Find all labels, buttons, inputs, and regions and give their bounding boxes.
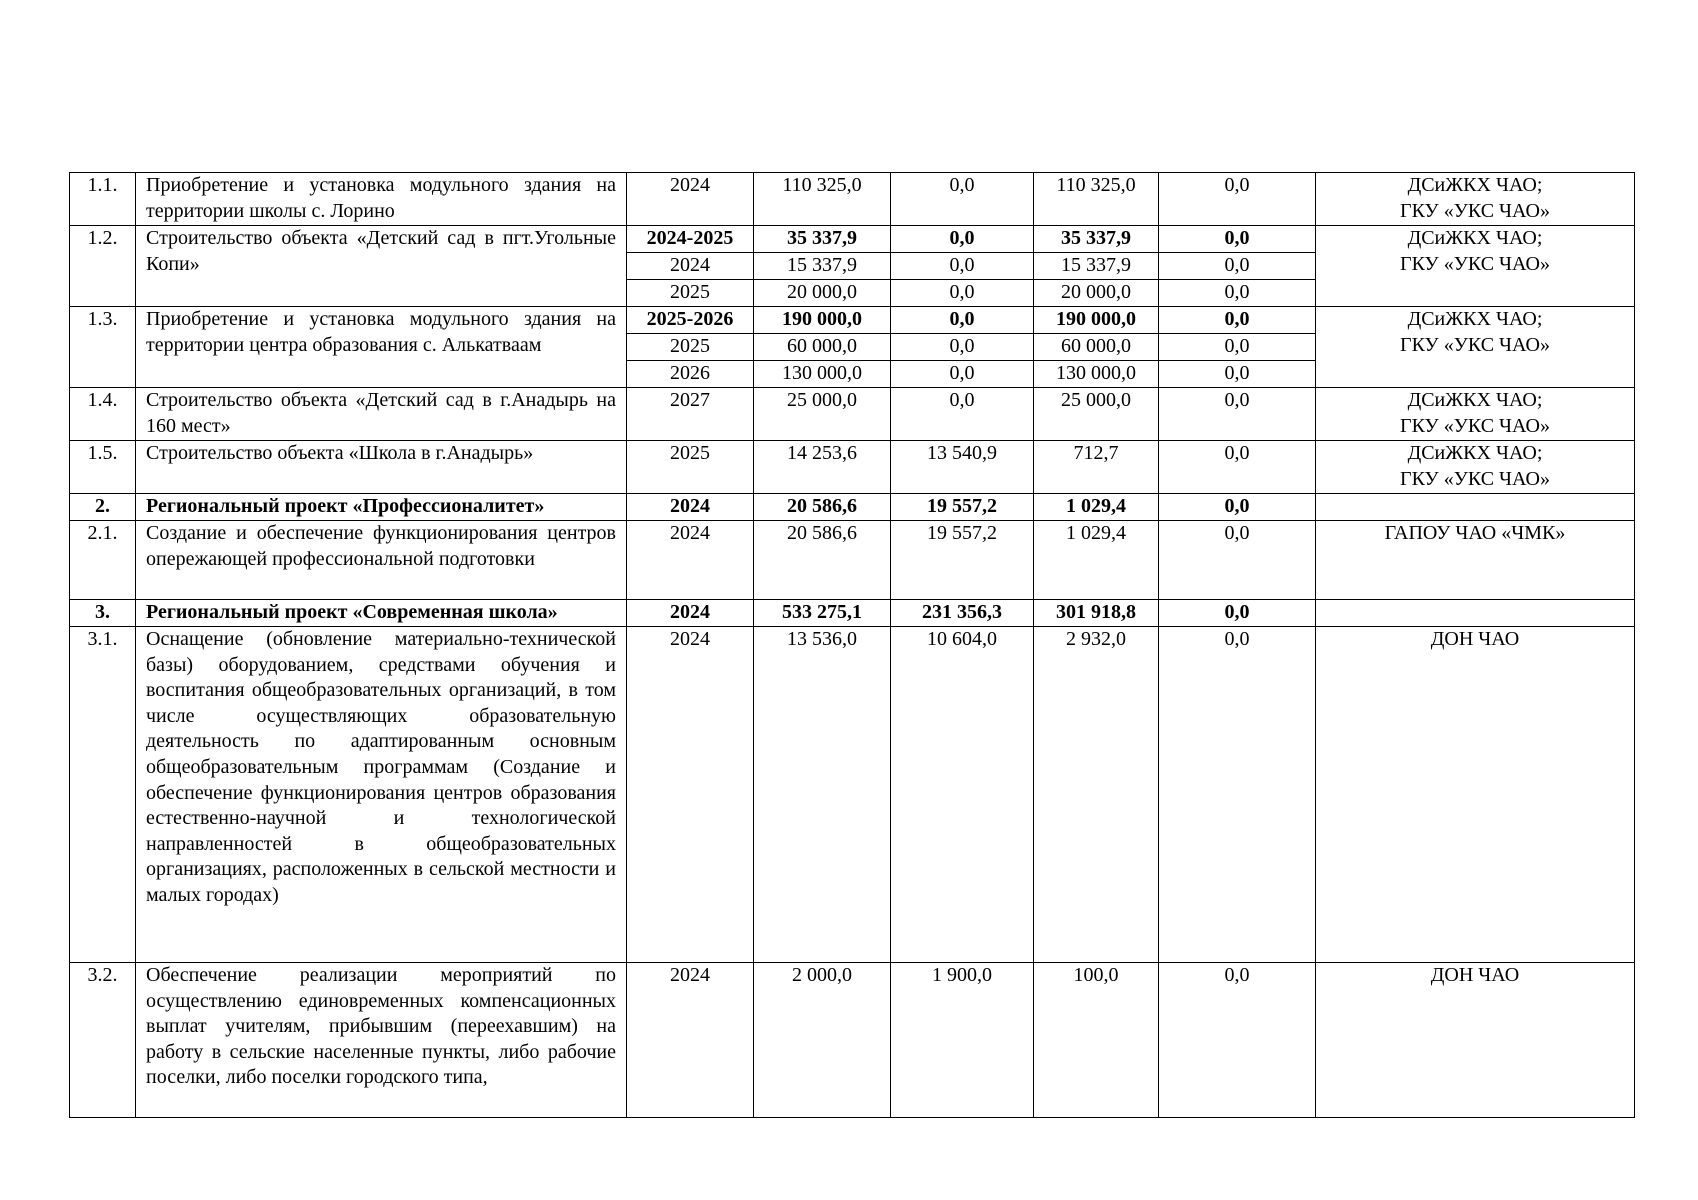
row-period: 2024: [627, 494, 754, 521]
row-number: 2.: [70, 494, 136, 521]
row-federal: 10 604,0: [891, 627, 1034, 963]
row-other: 0,0: [1159, 521, 1316, 600]
row-other: 0,0: [1159, 361, 1316, 388]
row-executor: [1316, 441, 1635, 494]
row-number: 1.1.: [70, 173, 136, 226]
row-federal: 0,0: [891, 361, 1034, 388]
executor-line: ГКУ «УКС ЧАО»: [1400, 414, 1550, 437]
table-row: [70, 441, 1635, 494]
row-total: 15 337,9: [754, 253, 891, 280]
executor-line: ДСиЖКХ ЧАО;: [1407, 174, 1543, 196]
row-number: 1.3.: [70, 307, 136, 388]
row-executor: [1316, 226, 1635, 307]
row-period: 2025: [627, 280, 754, 307]
row-executor: ГАПОУ ЧАО «ЧМК»: [1316, 521, 1635, 600]
row-description: Оснащение (обновление материально-технической базы) оборудованием, средствами обучения и воспитания общеобразовательных организаций, в том числе осуществляющих образовательную деятельность по адаптированным основным общеобразовательным программам (Создание и обеспечение функционирования центров образования естественно-научной и технологической направленностей в общеобразовательных организациях, расположенных в сельской местности и малых городах): [136, 627, 627, 963]
row-period: 2024: [627, 253, 754, 280]
executor-line: ГКУ «УКС ЧАО»: [1400, 467, 1550, 490]
row-regional: 130 000,0: [1034, 361, 1159, 388]
row-executor: [1316, 494, 1635, 521]
row-other: 0,0: [1159, 600, 1316, 627]
row-other: 0,0: [1159, 494, 1316, 521]
executor-line: ДСиЖКХ ЧАО;: [1407, 389, 1543, 411]
row-federal: 0,0: [891, 307, 1034, 334]
row-period: 2024: [627, 627, 754, 963]
row-executor: ДОН ЧАО: [1316, 963, 1635, 1118]
row-description: Региональный проект «Современная школа»: [136, 600, 627, 627]
row-period: 2024: [627, 600, 754, 627]
row-period: 2024: [627, 521, 754, 600]
row-executor: [1316, 173, 1635, 226]
row-number: 1.4.: [70, 388, 136, 441]
row-other: 0,0: [1159, 173, 1316, 226]
row-period: 2024: [627, 963, 754, 1118]
row-federal: 19 557,2: [891, 521, 1034, 600]
row-other: 0,0: [1159, 963, 1316, 1118]
executor-line: ГКУ «УКС ЧАО»: [1400, 199, 1550, 222]
row-federal: 13 540,9: [891, 441, 1034, 494]
row-federal: 0,0: [891, 226, 1034, 253]
row-other: 0,0: [1159, 226, 1316, 253]
row-federal: 0,0: [891, 280, 1034, 307]
row-total: 533 275,1: [754, 600, 891, 627]
row-federal: 231 356,3: [891, 600, 1034, 627]
executor-line: ДСиЖКХ ЧАО;: [1407, 227, 1543, 249]
row-regional: 25 000,0: [1034, 388, 1159, 441]
row-total: 130 000,0: [754, 361, 891, 388]
row-other: 0,0: [1159, 280, 1316, 307]
row-executor: [1316, 388, 1635, 441]
row-regional: 2 932,0: [1034, 627, 1159, 963]
row-number: 3.1.: [70, 627, 136, 963]
row-total: 13 536,0: [754, 627, 891, 963]
row-regional: 110 325,0: [1034, 173, 1159, 226]
row-total: 25 000,0: [754, 388, 891, 441]
row-regional: 15 337,9: [1034, 253, 1159, 280]
row-description: Строительство объекта «Детский сад в пгт.Угольные Копи»: [136, 226, 627, 307]
row-total: 20 586,6: [754, 494, 891, 521]
row-regional: 1 029,4: [1034, 521, 1159, 600]
executor-line: ДСиЖКХ ЧАО;: [1407, 442, 1543, 464]
row-regional: 20 000,0: [1034, 280, 1159, 307]
executor-line: ГКУ «УКС ЧАО»: [1400, 252, 1550, 275]
row-number: 2.1.: [70, 521, 136, 600]
row-total: 20 000,0: [754, 280, 891, 307]
row-number: 3.: [70, 600, 136, 627]
row-executor: ДОН ЧАО: [1316, 627, 1635, 963]
row-period: 2027: [627, 388, 754, 441]
row-total: 20 586,6: [754, 521, 891, 600]
row-description: Обеспечение реализации мероприятий по осуществлению единовременных компенсационных выплат учителям, прибывшим (переехавшим) на работу в сельские населенные пункты, либо рабочие поселки, либо поселки городского типа,: [136, 963, 627, 1118]
row-federal: 0,0: [891, 334, 1034, 361]
row-period: 2024-2025: [627, 226, 754, 253]
row-total: 60 000,0: [754, 334, 891, 361]
row-description: Приобретение и установка модульного здания на территории центра образования с. Алькатваам: [136, 307, 627, 388]
row-description: Создание и обеспечение функционирования центров опережающей профессиональной подготовки: [136, 521, 627, 600]
row-federal: 0,0: [891, 173, 1034, 226]
row-federal: 19 557,2: [891, 494, 1034, 521]
row-other: 0,0: [1159, 388, 1316, 441]
row-regional: 712,7: [1034, 441, 1159, 494]
row-description: Строительство объекта «Школа в г.Анадырь»: [136, 441, 627, 494]
row-regional: 190 000,0: [1034, 307, 1159, 334]
row-regional: 301 918,8: [1034, 600, 1159, 627]
table-row: [70, 963, 1635, 1118]
row-executor: [1316, 307, 1635, 388]
row-period: 2025: [627, 334, 754, 361]
executor-line: ДСиЖКХ ЧАО;: [1407, 308, 1543, 330]
row-federal: 0,0: [891, 388, 1034, 441]
row-total: 110 325,0: [754, 173, 891, 226]
row-description: Региональный проект «Профессионалитет»: [136, 494, 627, 521]
row-description: Строительство объекта «Детский сад в г.Анадырь на 160 мест»: [136, 388, 627, 441]
table-row: [70, 521, 1635, 600]
executor-line: ГКУ «УКС ЧАО»: [1400, 333, 1550, 356]
row-total: 14 253,6: [754, 441, 891, 494]
table-row: [70, 627, 1635, 963]
row-number: 1.5.: [70, 441, 136, 494]
table-row: [70, 494, 1635, 521]
table-row: [70, 307, 1635, 334]
row-period: 2024: [627, 173, 754, 226]
row-executor: [1316, 600, 1635, 627]
row-period: 2025: [627, 441, 754, 494]
row-other: 0,0: [1159, 627, 1316, 963]
table-row: [70, 600, 1635, 627]
row-regional: 100,0: [1034, 963, 1159, 1118]
row-other: 0,0: [1159, 307, 1316, 334]
row-period: 2026: [627, 361, 754, 388]
row-regional: 35 337,9: [1034, 226, 1159, 253]
row-number: 1.2.: [70, 226, 136, 307]
row-regional: 60 000,0: [1034, 334, 1159, 361]
row-regional: 1 029,4: [1034, 494, 1159, 521]
table-row: [70, 226, 1635, 253]
budget-table: [69, 172, 1635, 1118]
table-row: [70, 388, 1635, 441]
row-other: 0,0: [1159, 334, 1316, 361]
row-federal: 1 900,0: [891, 963, 1034, 1118]
row-total: 190 000,0: [754, 307, 891, 334]
table-row: [70, 173, 1635, 226]
row-total: 35 337,9: [754, 226, 891, 253]
row-other: 0,0: [1159, 253, 1316, 280]
row-other: 0,0: [1159, 441, 1316, 494]
row-description: Приобретение и установка модульного здания на территории школы с. Лорино: [136, 173, 627, 226]
row-total: 2 000,0: [754, 963, 891, 1118]
row-period: 2025-2026: [627, 307, 754, 334]
row-number: 3.2.: [70, 963, 136, 1118]
row-federal: 0,0: [891, 253, 1034, 280]
